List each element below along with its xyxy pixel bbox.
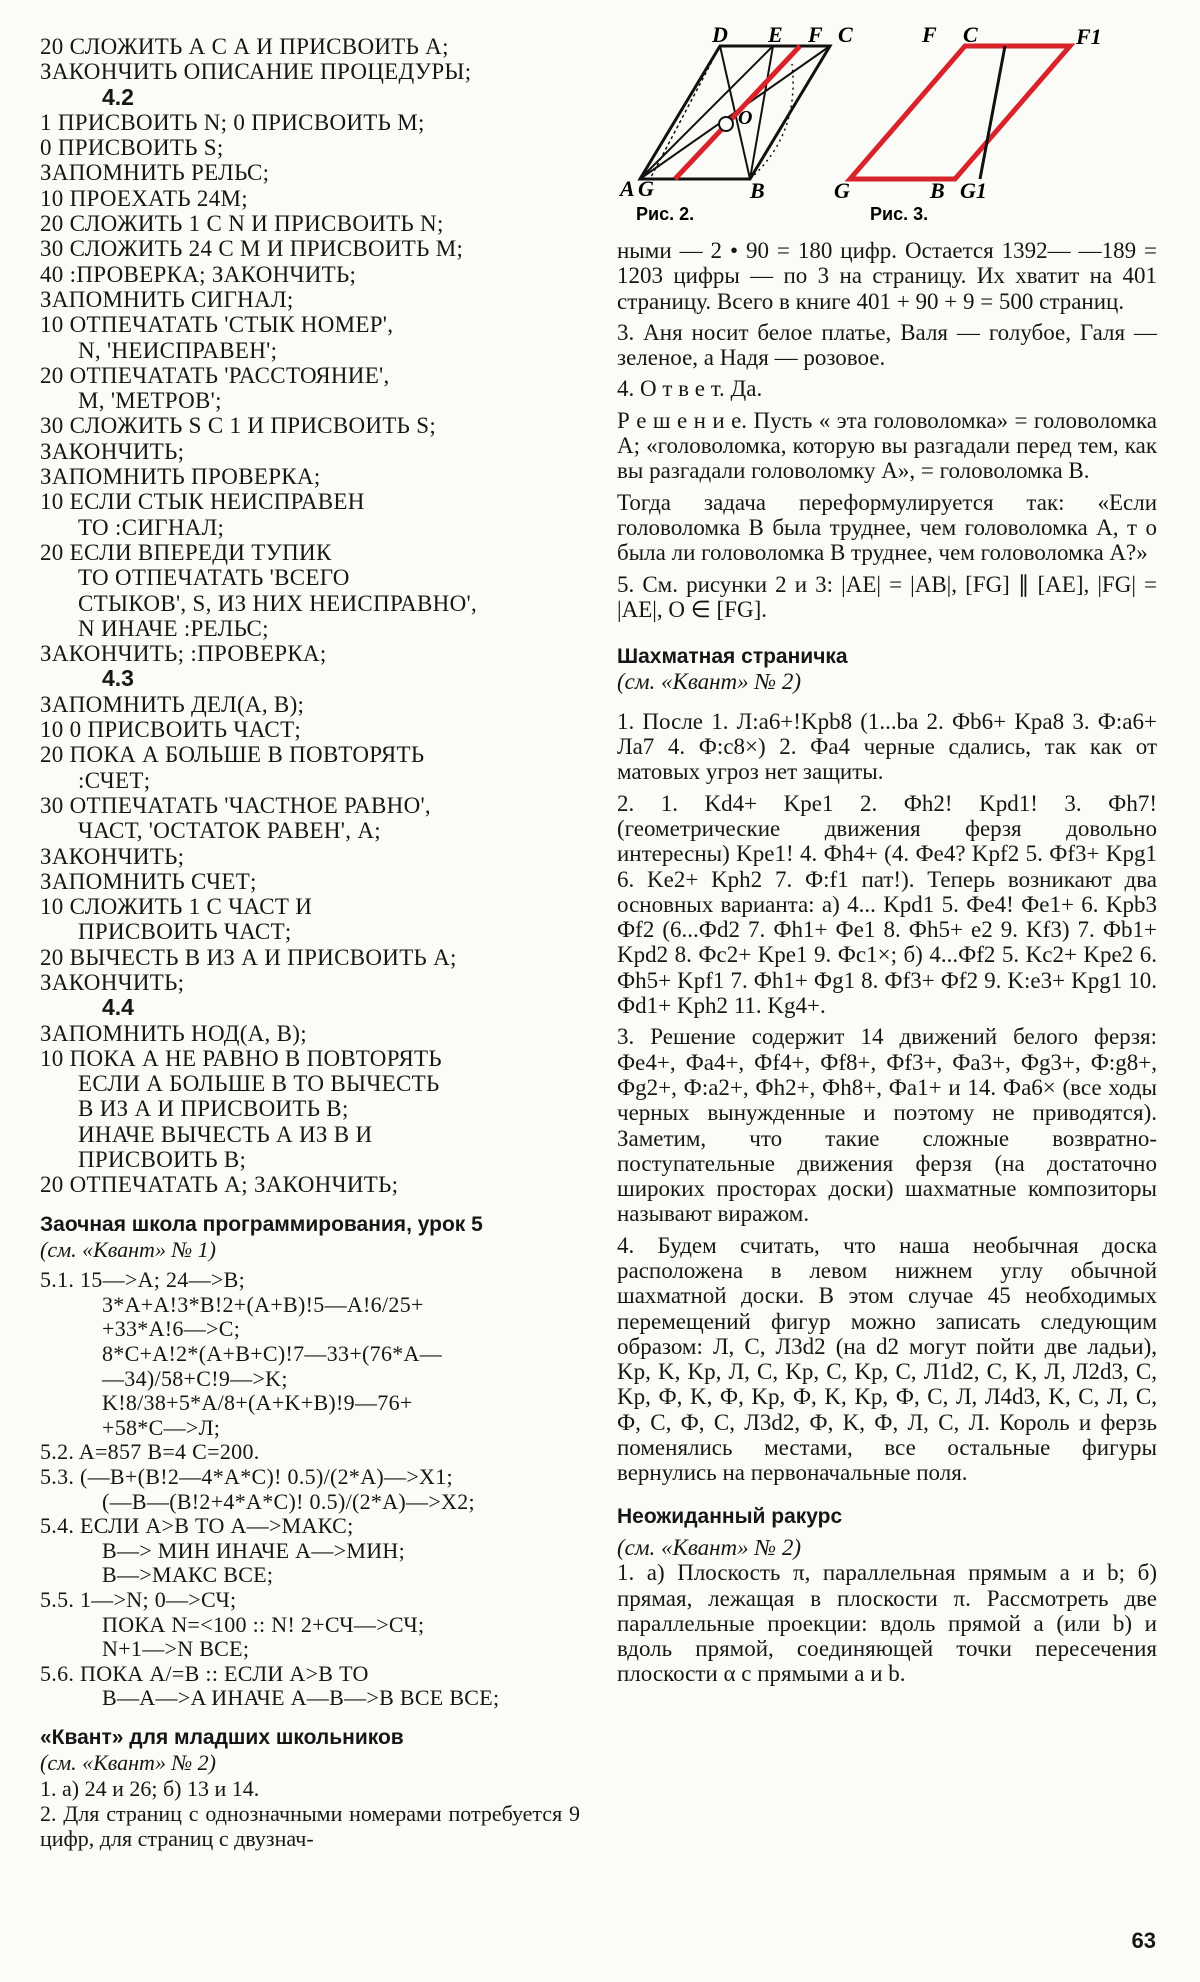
- point-o: [719, 117, 733, 131]
- code-line: В ИЗ А И ПРИСВОИТЬ В;: [78, 1096, 349, 1122]
- code-4-4: [40, 1021, 580, 1198]
- code-line: ЧАСТ, 'ОСТАТОК РАВЕН', А;: [78, 818, 381, 844]
- label-f1: F1: [1076, 24, 1102, 49]
- code-line: M, 'МЕТРОВ';: [78, 388, 222, 414]
- code-line: ПРИСВОИТЬ ЧАСТ;: [78, 919, 292, 945]
- code-line: 30 СЛОЖИТЬ 24 С M И ПРИСВОИТЬ M;: [40, 236, 464, 262]
- answer-paragraph: Р е ш е н и е. Пусть « эта головоломка» = головоломка A; «головоломка, которую вы разгадали перед тем, как вы разгадали головоломку A», = головоломка B.: [617, 407, 1157, 484]
- answer-line: N+1—>N ВСЕ;: [102, 1636, 250, 1662]
- answer-line: (—B—(B!2+4*A*C)! 0.5)/(2*A)—>X2;: [102, 1488, 475, 1514]
- code-line: 0 ПРИСВОИТЬ S;: [40, 135, 224, 161]
- label-b: B: [750, 178, 765, 203]
- label-o: O: [738, 107, 753, 129]
- code-line: 40 :ПРОВЕРКА; ЗАКОНЧИТЬ;: [40, 261, 357, 287]
- figure-2-caption: Рис. 2.: [636, 204, 695, 224]
- code-line: ТО :СИГНАЛ;: [78, 514, 225, 540]
- code-line: 20 СЛОЖИТЬ 1 С N И ПРИСВОИТЬ N;: [40, 211, 444, 237]
- code-line: 30 СЛОЖИТЬ S С 1 И ПРИСВОИТЬ S;: [40, 413, 437, 439]
- section-number: 4.2: [102, 83, 134, 110]
- label-f: F: [922, 24, 937, 47]
- answer-line: 5.5. 1—>N; 0—>СЧ;: [40, 1586, 237, 1612]
- code-line: :СЧЕТ;: [78, 767, 151, 793]
- section-heading: Шахматная страничка: [617, 645, 848, 669]
- answer-paragraph: 5. См. рисунки 2 и 3: |AE| = |AB|, [FG] ∥ [AE], |FG| = |AE|, O ∈ [FG].: [617, 571, 1157, 622]
- answer-line: 5.2. A=857 B=4 C=200.: [40, 1439, 260, 1465]
- answer-paragraph: 2. Для страниц с однозначными номерами потребуется 9 цифр, для страниц с двузнач-: [40, 1800, 580, 1851]
- right-column: [617, 238, 1157, 1693]
- code-line: ЗАПОМНИТЬ СИГНАЛ;: [40, 286, 294, 312]
- figure-3: [834, 24, 1102, 224]
- section-heading: Неожиданный ракурс: [617, 1504, 843, 1528]
- parallelogram-red: [850, 46, 1070, 179]
- code-line: ЗАПОМНИТЬ РЕЛЬС;: [40, 160, 270, 186]
- label-a: A: [620, 176, 635, 201]
- section-source: (см. «Квант» № 2): [617, 669, 802, 695]
- label-c: C: [838, 24, 853, 47]
- geometry-figures: [600, 24, 1160, 244]
- code-line: 20 ОТПЕЧАТАТЬ 'РАССТОЯНИЕ',: [40, 362, 390, 388]
- answer-line: +58*C—>Л;: [102, 1414, 221, 1440]
- dashed-line: [650, 46, 720, 179]
- label-g: G: [638, 176, 654, 201]
- answer-line: 5.4. ЕСЛИ A>B ТО A—>МАКС;: [40, 1513, 354, 1539]
- code-line: ЗАКОНЧИТЬ; :ПРОВЕРКА;: [40, 641, 327, 667]
- kvant-answers: [40, 1776, 580, 1851]
- code-line: ЗАКОНЧИТЬ;: [40, 843, 185, 869]
- page-number: 63: [1131, 1928, 1156, 1953]
- code-line: 20 ПОКА А БОЛЬШЕ В ПОВТОРЯТЬ: [40, 742, 425, 768]
- code-4-3: [40, 692, 580, 996]
- kvant-continued: [617, 238, 1157, 622]
- answer-line: 3*A+A!3*B!2+(A+B)!5—A!6/25+: [102, 1291, 424, 1317]
- answer-paragraph: 3. Аня носит белое платье, Валя — голубое, Галя — зеленое, а Надя — розовое.: [617, 319, 1157, 371]
- left-column: [40, 34, 580, 1851]
- answer-line: 5.1. 15—>A; 24—>B;: [40, 1267, 246, 1293]
- label-g: G: [834, 178, 850, 203]
- code-line: 20 ОТПЕЧАТАТЬ А; ЗАКОНЧИТЬ;: [40, 1172, 399, 1198]
- code-line: 30 ОТПЕЧАТАТЬ 'ЧАСТНОЕ РАВНО',: [40, 792, 431, 818]
- code-line: 20 СЛОЖИТЬ А С А И ПРИСВОИТЬ А;: [40, 34, 449, 59]
- answer-paragraph: Тогда задача переформулируется так: «Если головоломка B была труднее, чем головоломка A, т о была ли головоломка B труднее, чем головоломка A?»: [617, 489, 1157, 566]
- code-4-1-tail: [40, 34, 580, 85]
- section-number: 4.3: [102, 665, 134, 692]
- code-line: ЗАКОНЧИТЬ ОПИСАНИЕ ПРОЦЕДУРЫ;: [40, 59, 472, 85]
- code-line: 20 ЕСЛИ ВПЕРЕДИ ТУПИК: [40, 539, 332, 565]
- code-line: ТО ОТПЕЧАТАТЬ 'ВСЕГО: [78, 565, 350, 591]
- answer-line: 5.3. (—B+(B!2—4*A*C)! 0.5)/(2*A)—>X1;: [40, 1464, 453, 1489]
- code-line: 10 ПОКА А НЕ РАВНО В ПОВТОРЯТЬ: [40, 1045, 442, 1071]
- label-b: B: [930, 178, 945, 203]
- code-line: ЗАПОМНИТЬ ПРОВЕРКА;: [40, 464, 321, 490]
- view-answers: [617, 1560, 1157, 1686]
- answer-paragraph: 4. Будем считать, что наша необычная доска расположена в левом нижнем углу обычной шахматной доски. В этом случае 45 необходимых перемещений фигур можно записать следующим образом: Л, С, Л3d2 (на d2 могут пойти две ладьи), Kp, K, Kp, Л, С, Kp, С, Kp, С, Л1d2, С, K, Л, Л2d3, С, Kp, Ф, K, Ф, Kp, Ф, K, Kp, Ф, С, Л, Л4d3, K, С, Л, С, Ф, С, Ф, С, Л3d2, Ф, K, Ф, Л, С, Л. Король и ферзь поменялись местами, все остальные фигуры вернулись на первоначальные поля.: [617, 1232, 1157, 1486]
- code-line: 10 ЕСЛИ СТЫК НЕИСПРАВЕН: [40, 489, 365, 515]
- answer-paragraph: 2. 1. Kd4+ Kpe1 2. Фh2! Kpd1! 3. Фh7! (геометрические движения ферзя довольно интересны) Kpe1! 4. Фh4+ (4. Фe4? Kpf2 5. Фf3+ Kpg1 6. Ke2+ Kph2 7. Ф:f1 пат!). Теперь возникают два основных варианта: а) 4... Kpd1 5. Фe4! Фe1+ 6. Kpb3 Фf2 (6...Фd2 7. Фh1+ Фe1 8. Фh5+ e2 9. Kf3) 7. Фb1+ Kpd2 8. Фc2+ Kpe1 9. Фc1×; б) 4...Фf2 5. Kc2+ Kpe2 6. Фh5+ Kpf1 7. Фh1+ Фg1 8. Фf3+ Фf2 9. K:e3+ Kpg1 10. Фd1+ Kph2 11. Kg4+.: [617, 790, 1157, 1019]
- code-line: ЕСЛИ А БОЛЬШЕ В ТО ВЫЧЕСТЬ: [78, 1071, 440, 1097]
- answer-line: 8*C+A!2*(A+B+C)!7—33+(76*A—: [102, 1341, 443, 1367]
- code-line: 20 ВЫЧЕСТЬ В ИЗ А И ПРИСВОИТЬ А;: [40, 944, 457, 970]
- section-heading: «Квант» для младших школьников: [40, 1725, 404, 1749]
- section-source: (см. «Квант» № 2): [617, 1534, 802, 1560]
- code-4-2: [40, 110, 580, 667]
- answer-line: +33*A!6—>C;: [102, 1316, 241, 1342]
- answer-paragraph: ными — 2 • 90 = 180 цифр. Остается 1392— —189 = 1203 цифры — по 3 на страницу. Их хватит на 401 страницу. Всего в книге 401 + 90 + 9 = 500 страниц.: [617, 238, 1157, 314]
- label-d: D: [712, 24, 728, 47]
- figure-3-caption: Рис. 3.: [870, 204, 929, 224]
- code-line: ЗАКОНЧИТЬ;: [40, 438, 185, 464]
- answer-paragraph: 3. Решение содержит 14 движений белого ферзя: Фe4+, Фa4+, Фf4+, Фf8+, Фf3+, Фa3+, Фg3+, Ф:g8+, Фg2+, Ф:a2+, Фh2+, Фh8+, Фa1+ и 14. Фa6× (все ходы черных вынужденные и поэтому не приводятся). Заметим, что такие сложные возвратно-поступательные движения ферзя (на достаточно широких просторах доски) шахматные композиторы называют виражом.: [617, 1024, 1157, 1227]
- dotted-arc: [750, 64, 793, 179]
- code-line: 10 СЛОЖИТЬ 1 С ЧАСТ И: [40, 894, 313, 920]
- answer-paragraph: 1. После 1. Л:a6+!Kpb8 (1...ba 2. Фb6+ Kpa8 3. Ф:a6+ Лa7 4. Ф:c8×) 2. Фa4 черные сдались, так как от матовых угроз нет защиты.: [617, 708, 1157, 785]
- answer-line: B—>МАКС ВСЕ;: [102, 1562, 274, 1588]
- answer-line: B—> МИН ИНАЧЕ A—>МИН;: [102, 1537, 406, 1563]
- code-line: ЗАКОНЧИТЬ;: [40, 969, 185, 995]
- answer-line: B—A—>A ИНАЧЕ A—B—>B ВСЕ ВСЕ;: [102, 1685, 500, 1711]
- answer-paragraph: 1. а) 24 и 26; б) 13 и 14.: [40, 1775, 260, 1801]
- section-heading: Заочная школа программирования, урок 5: [40, 1212, 483, 1236]
- chess-answers: [617, 709, 1157, 1486]
- answer-line: ПОКА N=<100 :: N! 2+СЧ—>СЧ;: [102, 1611, 425, 1637]
- section-number: 4.4: [102, 994, 134, 1021]
- figure-2: [618, 24, 853, 224]
- code-line: 1 ПРИСВОИТЬ N; 0 ПРИСВОИТЬ M;: [40, 109, 425, 135]
- code-line: 10 ОТПЕЧАТАТЬ 'СТЫК НОМЕР',: [40, 312, 394, 338]
- code-line: ЗАПОМНИТЬ СЧЕТ;: [40, 868, 257, 894]
- answer-line: K!8/38+5*A/8+(A+K+B)!9—76+: [102, 1390, 413, 1416]
- label-e: E: [768, 24, 783, 47]
- code-line: ЗАПОМНИТЬ НОД(А, В);: [40, 1020, 307, 1046]
- code-line: ЗАПОМНИТЬ ДЕЛ(А, В);: [40, 691, 305, 717]
- code-line: N ИНАЧЕ :РЕЛЬС;: [78, 615, 269, 641]
- section-source: (см. «Квант» № 1): [40, 1236, 217, 1262]
- code-line: N, 'НЕИСПРАВЕН';: [78, 337, 278, 363]
- code-line: 10 ПРОЕХАТЬ 24M;: [40, 185, 248, 211]
- label-g1: G1: [960, 178, 987, 203]
- school-answers: [40, 1268, 580, 1711]
- answer-paragraph: 4. О т в е т. Да.: [617, 376, 763, 402]
- code-line: ИНАЧЕ ВЫЧЕСТЬ А ИЗ В И: [78, 1121, 373, 1147]
- code-line: ПРИСВОИТЬ В;: [78, 1147, 247, 1173]
- label-f: F: [808, 24, 823, 47]
- answer-line: —34)/58+C!9—>K;: [102, 1365, 288, 1391]
- label-c: C: [963, 24, 978, 47]
- section-source: (см. «Квант» № 2): [40, 1750, 217, 1776]
- answer-paragraph: 1. а) Плоскость π, параллельная прямым a и b; б) прямая, лежащая в плоскости π. Рассмотреть две параллельные проекции: вдоль прямой a (или b) и вдоль прямой, соединяющей точки пересечения плоскости α с прямыми a и b.: [617, 1560, 1157, 1687]
- answer-line: 5.6. ПОКА A/=B :: ЕСЛИ A>B ТО: [40, 1660, 369, 1686]
- code-line: 10 0 ПРИСВОИТЬ ЧАСТ;: [40, 717, 302, 743]
- segment-cb: [980, 46, 1005, 179]
- code-line: СТЫКОВ', S, ИЗ НИХ НЕИСПРАВНО',: [78, 590, 477, 616]
